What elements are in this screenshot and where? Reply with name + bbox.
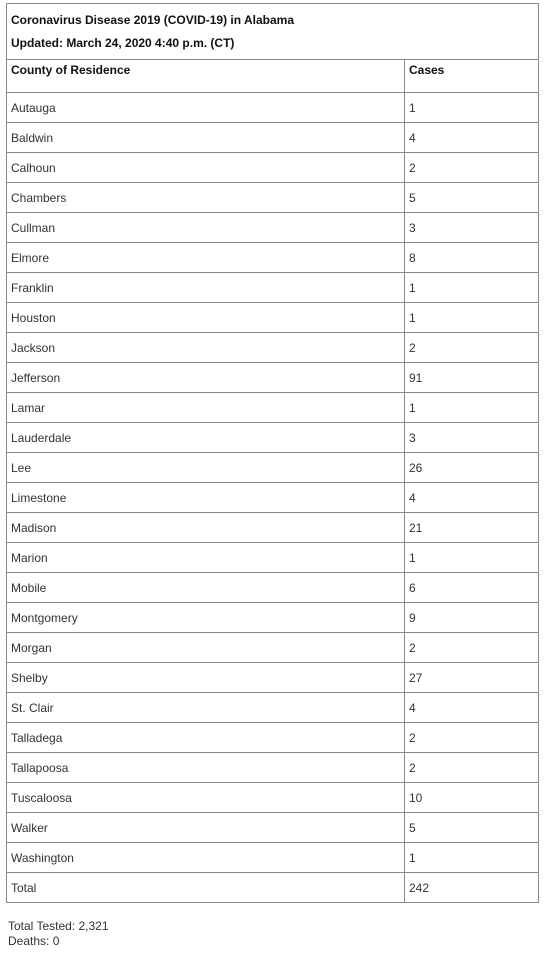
cases-cell: 3 — [404, 423, 538, 453]
table-row — [7, 513, 539, 543]
deaths-count: Deaths: 0 — [8, 934, 60, 948]
total-tested: Total Tested: 2,321 — [8, 919, 109, 933]
title-heading: Coronavirus Disease 2019 (COVID-19) in Alabama — [11, 12, 294, 27]
cases-cell: 1 — [404, 393, 538, 423]
table-row — [7, 423, 539, 453]
county-cell: Lauderdale — [7, 423, 405, 453]
table-row — [7, 153, 539, 183]
county-cell: Jefferson — [7, 363, 405, 393]
county-cell: Lee — [7, 453, 405, 483]
table-row — [7, 663, 539, 693]
cases-cell: 2 — [404, 153, 538, 183]
county-cell: Franklin — [7, 273, 405, 303]
county-cell: Elmore — [7, 243, 405, 273]
county-cell: St. Clair — [7, 693, 405, 723]
table-row — [7, 123, 539, 153]
county-cell: Total — [7, 873, 405, 903]
county-cell: Baldwin — [7, 123, 405, 153]
cases-table — [6, 3, 539, 903]
updated-timestamp: Updated: March 24, 2020 4:40 p.m. (CT) — [11, 35, 235, 50]
county-cell: Calhoun — [7, 153, 405, 183]
cases-cell: 4 — [404, 483, 538, 513]
county-cell: Limestone — [7, 483, 405, 513]
county-cell: Tallapoosa — [7, 753, 405, 783]
table-row — [7, 693, 539, 723]
table-row — [7, 543, 539, 573]
cases-cell: 2 — [404, 753, 538, 783]
cases-cell: 3 — [404, 213, 538, 243]
cases-cell: 1 — [404, 303, 538, 333]
summary-footer — [8, 919, 109, 949]
table-row — [7, 393, 539, 423]
table-row — [7, 213, 539, 243]
table-title — [7, 4, 539, 60]
table-row — [7, 813, 539, 843]
column-header-county: County of Residence — [7, 60, 405, 93]
cases-cell: 9 — [404, 603, 538, 633]
column-header-cases: Cases — [404, 60, 538, 93]
cases-cell: 27 — [404, 663, 538, 693]
county-cell: Marion — [7, 543, 405, 573]
county-cell: Montgomery — [7, 603, 405, 633]
cases-cell: 8 — [404, 243, 538, 273]
cases-cell: 5 — [404, 813, 538, 843]
county-cell: Houston — [7, 303, 405, 333]
table-row — [7, 93, 539, 123]
cases-cell: 1 — [404, 273, 538, 303]
table-row — [7, 603, 539, 633]
cases-cell: 6 — [404, 573, 538, 603]
total-row — [7, 873, 539, 903]
cases-cell: 21 — [404, 513, 538, 543]
table-body — [7, 93, 539, 903]
table-row — [7, 573, 539, 603]
cases-cell: 26 — [404, 453, 538, 483]
table-row — [7, 483, 539, 513]
cases-cell: 91 — [404, 363, 538, 393]
title-row — [7, 4, 539, 60]
county-cell: Shelby — [7, 663, 405, 693]
table-row — [7, 273, 539, 303]
cases-cell: 2 — [404, 333, 538, 363]
county-cell: Jackson — [7, 333, 405, 363]
cases-cell: 10 — [404, 783, 538, 813]
cases-cell: 2 — [404, 633, 538, 663]
cases-cell: 4 — [404, 693, 538, 723]
county-cell: Chambers — [7, 183, 405, 213]
county-cell: Washington — [7, 843, 405, 873]
county-cell: Lamar — [7, 393, 405, 423]
county-cell: Morgan — [7, 633, 405, 663]
cases-cell: 1 — [404, 543, 538, 573]
county-cell: Cullman — [7, 213, 405, 243]
table-row — [7, 243, 539, 273]
cases-cell: 1 — [404, 93, 538, 123]
cases-cell: 4 — [404, 123, 538, 153]
county-cell: Talladega — [7, 723, 405, 753]
table-row — [7, 723, 539, 753]
county-cell: Madison — [7, 513, 405, 543]
table-row — [7, 333, 539, 363]
cases-cell: 5 — [404, 183, 538, 213]
table-row — [7, 783, 539, 813]
header-row — [7, 60, 539, 93]
county-cell: Walker — [7, 813, 405, 843]
table-row — [7, 453, 539, 483]
table-row — [7, 303, 539, 333]
cases-cell: 1 — [404, 843, 538, 873]
table-row — [7, 633, 539, 663]
table-row — [7, 843, 539, 873]
table-row — [7, 363, 539, 393]
cases-cell: 2 — [404, 723, 538, 753]
county-cell: Mobile — [7, 573, 405, 603]
county-cell: Tuscaloosa — [7, 783, 405, 813]
county-cell: Autauga — [7, 93, 405, 123]
table-row — [7, 183, 539, 213]
cases-cell: 242 — [404, 873, 538, 903]
table-row — [7, 753, 539, 783]
